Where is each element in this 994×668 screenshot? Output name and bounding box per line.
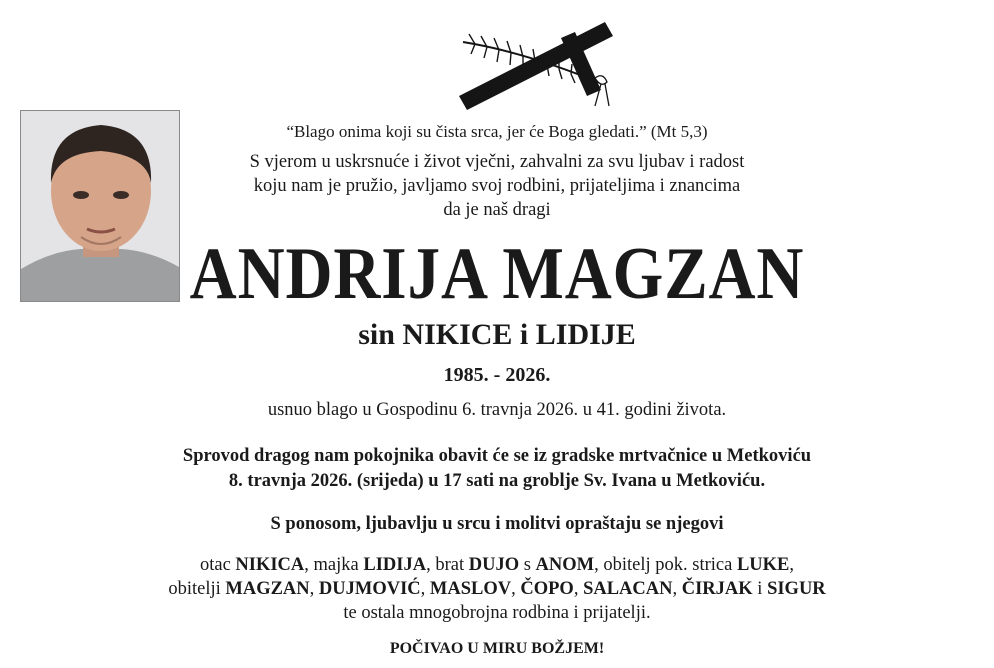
mourner-text: , [420, 579, 430, 599]
mourners-line-1 [0, 553, 994, 577]
bible-quote: “Blago onima koji su čista srca, jer će Boga gledati.” (Mt 5,3) [286, 122, 708, 141]
mourner-text: i [752, 579, 768, 599]
mourner-name: SALACAN [583, 579, 673, 599]
mourner-name: LUKE [736, 555, 790, 575]
mourner-text: , obitelj pok. strica [594, 555, 737, 575]
mourner-name: MASLOV [429, 579, 512, 599]
funeral-line-2: 8. travnja 2026. (srijeda) u 17 sati na groblje Sv. Ivana u Metkoviću. [228, 471, 766, 491]
mourner-text: otac [199, 555, 236, 575]
passed-away-line: usnuo blago u Gospodinu 6. travnja 2026. u 41. godini života. [267, 400, 727, 420]
mourner-name: DUJO [468, 555, 520, 575]
mourner-name: NIKICA [235, 555, 305, 575]
parents-line: sin NIKICE i LIDIJE [358, 318, 636, 351]
intro-line-3: da je naš dragi [443, 200, 551, 220]
life-years: 1985. - 2026. [443, 364, 551, 386]
mourner-text: , brat [426, 555, 469, 575]
mourners-line-2 [0, 577, 994, 601]
mourner-name: ČIRJAK [681, 579, 753, 599]
funeral-line-1: Sprovod dragog nam pokojnika obavit će se iz gradske mrtvačnice u Metkoviću [182, 446, 812, 466]
mourner-name: MAGZAN [225, 579, 310, 599]
mourner-name: SIGUR [767, 579, 826, 599]
deceased-name: ANDRIJA MAGZAN [189, 233, 805, 315]
mourner-text: , [511, 579, 521, 599]
mourner-name: ANOM [535, 555, 595, 575]
mourner-name: ČOPO [520, 579, 574, 599]
mourner-text: , majka [304, 555, 364, 575]
cross-with-palm-branch-icon [455, 12, 620, 110]
mourner-text: , [672, 579, 682, 599]
mourner-text: , [309, 579, 319, 599]
mourners-line-3: te ostala mnogobrojna rodbina i prijatelji. [343, 603, 651, 623]
mourner-name: LIDIJA [363, 555, 427, 575]
mourner-text: obitelji [168, 579, 226, 599]
mourner-text: s [519, 555, 536, 575]
mourner-text: , [789, 555, 795, 575]
mourner-name: DUJMOVIĆ [318, 579, 421, 599]
intro-line-1: S vjerom u uskrsnuće i život vječni, zahvalni za svu ljubav i radost [249, 152, 745, 172]
closing-line: POČIVAO U MIRU BOŽJEM! [389, 640, 605, 657]
farewell-line: S ponosom, ljubavlju u srcu i molitvi opraštaju se njegovi [270, 514, 724, 534]
intro-line-2: koju nam je pružio, javljamo svoj rodbini, prijateljima i znancima [253, 176, 741, 196]
mourner-text: , [573, 579, 584, 599]
